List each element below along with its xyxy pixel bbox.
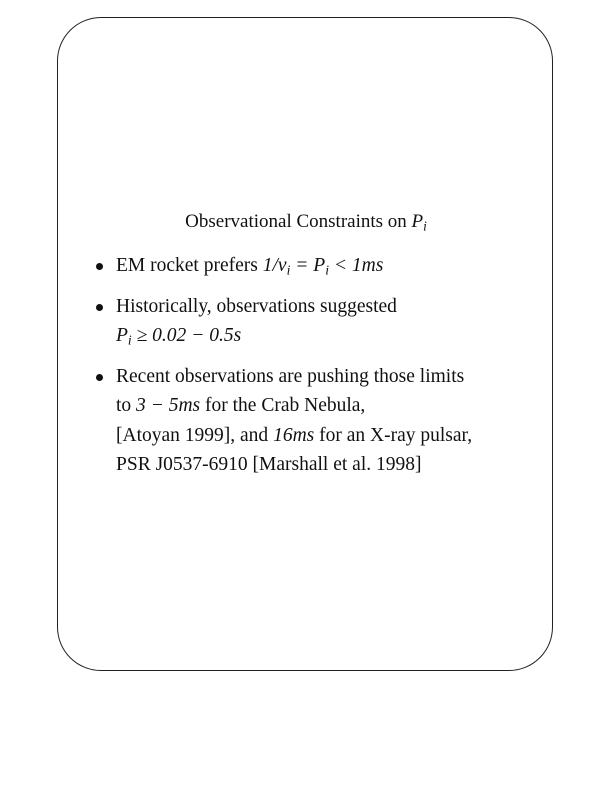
math-part: P: [116, 325, 128, 346]
math-expression: [263, 255, 384, 276]
bullet-line: Recent observations are pushing those limits: [116, 365, 465, 387]
math-expression: 3 − 5ms: [136, 395, 201, 416]
slide-title-math: [412, 211, 427, 232]
bullet-dot-icon: [96, 304, 103, 311]
math-part: ≥ 0.02 − 0.5s: [131, 325, 242, 346]
bullet-line: [116, 421, 546, 451]
bullet-text: [Atoyan 1999], and: [116, 424, 274, 446]
math-expression: 16ms: [273, 424, 315, 446]
bullet-dot-icon: [96, 374, 103, 381]
slide-title: [0, 209, 612, 235]
bullet-item-recent: [96, 362, 546, 480]
math-subscript: i: [325, 262, 329, 278]
math-part: < 1ms: [328, 255, 384, 276]
bullet-text: for an X-ray pulsar,: [314, 424, 473, 446]
bullet-text: for the Crab Nebula,: [200, 395, 366, 416]
slide-title-text: Observational Constraints on: [185, 211, 412, 232]
bullet-dot-icon: [96, 263, 103, 270]
bullet-line: PSR J0537-6910 [Marshall et al. 1998]: [116, 454, 422, 475]
bullet-line: Historically, observations suggested: [116, 295, 397, 317]
math-expression: [116, 321, 546, 351]
bullet-line: [116, 251, 546, 281]
slide-title-math-subscript: i: [423, 218, 427, 234]
bullet-item-historical: [96, 292, 546, 351]
math-subscript: i: [286, 262, 291, 278]
bullet-text: to: [116, 395, 137, 416]
math-subscript: i: [127, 332, 132, 348]
bullet-list: [96, 251, 546, 480]
slide-title-math-base: P: [411, 211, 424, 232]
bullet-item-em-rocket: [96, 251, 546, 281]
math-part: = P: [290, 255, 326, 276]
bullet-line: [116, 391, 546, 421]
math-part: 1/ν: [262, 255, 287, 276]
bullet-text: EM rocket prefers: [116, 255, 263, 276]
